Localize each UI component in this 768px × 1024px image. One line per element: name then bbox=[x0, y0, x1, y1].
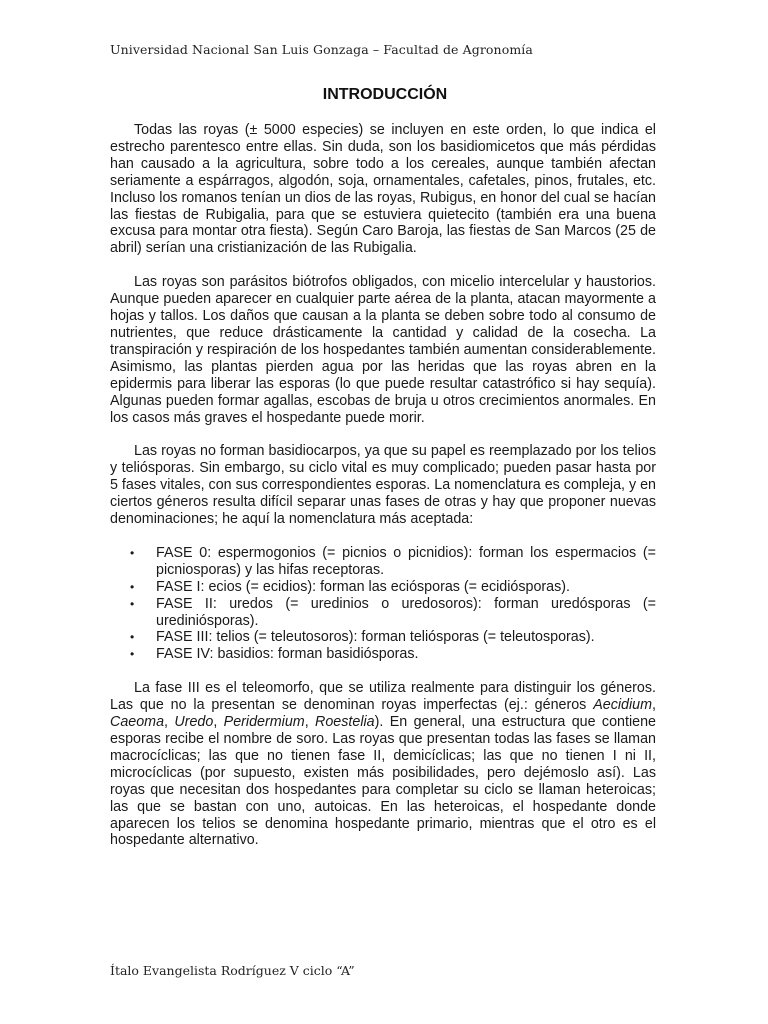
phase-item-2 bbox=[110, 596, 656, 630]
bullet-icon: • bbox=[130, 647, 135, 662]
document-body bbox=[110, 122, 656, 849]
bullet-icon: • bbox=[130, 596, 135, 611]
phase-item-4 bbox=[110, 646, 656, 663]
phase-text: FASE I: ecios (= ecidios): forman las eciósporas (= ecidiósporas). bbox=[156, 578, 570, 595]
genus-separator: , bbox=[652, 697, 656, 714]
bullet-icon: • bbox=[130, 630, 135, 645]
genus-caeoma: Caeoma bbox=[110, 714, 165, 731]
paragraph-1: Todas las royas (± 5000 especies) se incluyen en este orden, lo que indica el estrecho parentesco entre ellas. Sin duda, son los basidiomicetos que más pérdidas han causado a la agricultura, sobre todo a los cereales, aunque también afectan seriamente a espárragos, algodón, soja, ornamentales, cafetales, pinos, frutales, etc. Incluso los romanos tenían un dios de las royas, Rubigus, en honor del cual se hacían las fiestas de Rubigalia, para que se estuviera quietecito (también era una buena excusa para montar otra fiesta). Según Caro Baroja, las fiestas de San Marcos (25 de abril) serían una cristianización de las Rubigalia. bbox=[110, 122, 656, 257]
phase-item-1 bbox=[110, 579, 656, 596]
phase-text: FASE III: telios (= teleutosoros): forman teliósporas (= teleutosporas). bbox=[156, 629, 595, 646]
genus-separator: , bbox=[164, 714, 175, 731]
genus-separator: , bbox=[304, 714, 316, 731]
genus-aecidium: Aecidium bbox=[593, 697, 653, 714]
paragraph-3: Las royas no forman basidiocarpos, ya que su papel es reemplazado por los telios y teliósporas. Sin embargo, su ciclo vital es muy complicado; pueden pasar hasta por 5 fases vitales, con sus correspondientes esporas. La nomenclatura es compleja, y en ciertos géneros resulta difícil separar unas fases de otras y hay que proponer nuevas denominaciones; he aquí la nomenclatura más aceptada: bbox=[110, 443, 656, 528]
page-header: Universidad Nacional San Luis Gonzaga – Facultad de Agronomía bbox=[110, 42, 533, 57]
paragraph-2: Las royas son parásitos biótrofos obligados, con micelio intercelular y haustorios. Aunque pueden aparecer en cualquier parte aérea de la planta, atacan mayormente a hojas y tallos. Los daños que causan a la planta se deben sobre todo al consumo de nutrientes, que reduce drásticamente la cantidad y calidad de la cosecha. La transpiración y respiración de los hospedantes también aumentan considerablemente. Asimismo, las plantas pierden agua por las heridas que las royas abren en la epidermis para liberar las esporas (lo que puede resultar catastrófico si hay sequía). Algunas pueden formar agallas, escobas de bruja u otros crecimientos anormales. En los casos más graves el hospedante puede morir. bbox=[110, 274, 656, 426]
genus-roestelia: Roestelia bbox=[315, 714, 375, 731]
page-footer: Ítalo Evangelista Rodríguez V ciclo “A” bbox=[110, 963, 355, 978]
page-title: INTRODUCCIÓN bbox=[322, 86, 448, 103]
genus-peridermium: Peridermium bbox=[223, 714, 305, 731]
phase-item-0 bbox=[110, 545, 656, 579]
genus-uredo: Uredo bbox=[174, 714, 214, 731]
phase-list bbox=[110, 545, 656, 663]
paragraph-4-part-2: ). En general, una estructura que contiene esporas recibe el nombre de soro. Las royas que presentan todas las fases se llaman macrocíclicas; las que no tienen fase II, demicíclicas; las que no tienen I ni II, microcíclicas (por supuesto, existen más posibilidades, pero dejémoslo así). Las royas que necesitan dos hospedantes para completar su ciclo se llaman heteroicas; las que se bastan con uno, autoicas. En las heteroicas, el hospedante donde aparecen los telios se denomina hospedante primario, mientras que el otro es el hospedante alternativo. bbox=[110, 714, 656, 849]
genus-separator: , bbox=[213, 714, 224, 731]
paragraph-4 bbox=[110, 680, 656, 849]
phase-text: FASE 0: espermogonios (= picnios o picnidios): forman los espermacios (= picniosporas) y las hifas receptoras. bbox=[156, 544, 656, 578]
phase-text: FASE II: uredos (= uredinios o uredosoros): forman uredósporas (= urediniósporas). bbox=[156, 595, 656, 629]
bullet-icon: • bbox=[130, 579, 135, 594]
phase-item-3 bbox=[110, 629, 656, 646]
phase-text: FASE IV: basidios: forman basidiósporas. bbox=[156, 646, 419, 663]
paragraph-4-part-1: La fase III es el teleomorfo, que se utiliza realmente para distinguir los géneros. Las que no la presentan se denominan royas imperfectas (ej.: géneros bbox=[110, 680, 656, 714]
bullet-icon: • bbox=[130, 545, 135, 560]
